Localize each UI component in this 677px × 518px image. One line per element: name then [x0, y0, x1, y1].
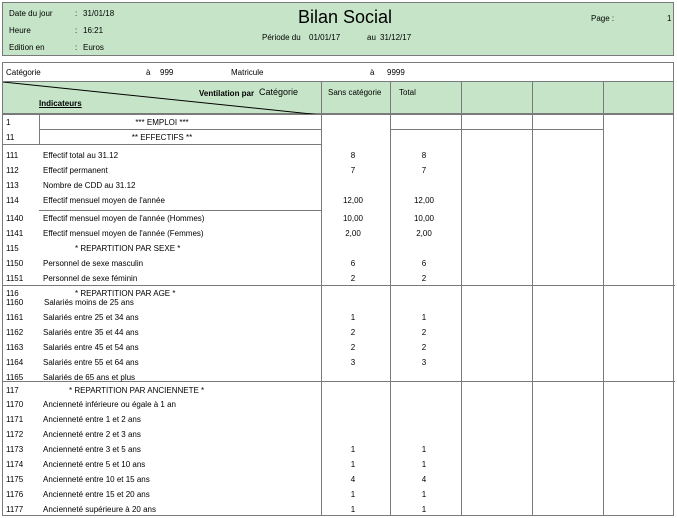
- periode-label: Période du: [262, 33, 301, 42]
- date-value: 31/01/18: [83, 9, 115, 18]
- row-code: 1174: [6, 460, 24, 469]
- row-value-total: 7: [421, 166, 427, 175]
- edition-separator: :: [75, 43, 78, 52]
- row-value-sans-categorie: 10,00: [342, 214, 364, 223]
- row-code: 111: [6, 151, 19, 160]
- row-code: 116: [6, 289, 19, 298]
- edition-label: Edition en: [9, 43, 45, 52]
- row-code: 1164: [6, 358, 24, 367]
- row-label: ** EFFECTIFS **: [131, 133, 193, 142]
- table-row: [3, 178, 675, 193]
- col-divider: [532, 82, 533, 115]
- table-row: [3, 502, 675, 517]
- row-value-total: 8: [421, 151, 427, 160]
- row-code: 114: [6, 196, 19, 205]
- report-header: [2, 2, 674, 56]
- col-divider: [390, 82, 391, 115]
- row-code: 11: [6, 133, 15, 142]
- table-row: [3, 310, 675, 325]
- row-value-total: 12,00: [413, 196, 435, 205]
- row-code: 1: [6, 118, 11, 127]
- table-row: [3, 340, 675, 355]
- row-label: Effectif permanent: [43, 166, 108, 175]
- row-label: Ancienneté inférieure ou égale à 1 an: [43, 400, 176, 409]
- row-value-total: 2: [421, 328, 427, 337]
- table-row: [3, 325, 675, 340]
- row-code: 1177: [6, 505, 24, 514]
- col-divider: [321, 82, 322, 115]
- row-label: Effectif total au 31.12: [43, 151, 119, 160]
- row-label: Ancienneté entre 15 et 20 ans: [43, 490, 150, 499]
- row-value-sans-categorie: 3: [350, 358, 356, 367]
- row-value-sans-categorie: 1: [350, 505, 356, 514]
- ventilation-label: Ventilation par: [199, 89, 255, 98]
- row-code: 1141: [6, 229, 24, 238]
- categorie-a: à: [146, 68, 151, 77]
- row-value-total: 2,00: [416, 229, 432, 238]
- row-value-sans-categorie: 12,00: [342, 196, 364, 205]
- row-code: 1160: [6, 298, 24, 307]
- row-value-total: 6: [421, 259, 427, 268]
- indicators-table: [2, 114, 674, 516]
- periode-au: au: [367, 33, 376, 42]
- row-label: Salariés entre 35 et 44 ans: [43, 328, 139, 337]
- row-label: Salariés entre 55 et 64 ans: [43, 358, 139, 367]
- row-value-sans-categorie: 2: [350, 343, 356, 352]
- indicateurs-label: Indicateurs: [39, 99, 82, 108]
- row-code: 112: [6, 166, 19, 175]
- table-row: [3, 226, 675, 241]
- col-divider: [603, 82, 604, 115]
- row-label: Effectif mensuel moyen de l'année (Hommes): [43, 214, 205, 223]
- date-separator: :: [75, 9, 78, 18]
- column-header-row: [2, 81, 674, 114]
- table-row: [3, 457, 675, 472]
- row-label: Ancienneté entre 2 et 3 ans: [43, 430, 141, 439]
- row-label: Ancienneté entre 3 et 5 ans: [43, 445, 141, 454]
- row-label: Effectif mensuel moyen de l'année: [43, 196, 165, 205]
- row-code: 1170: [6, 400, 24, 409]
- row-label: Personnel de sexe féminin: [43, 274, 138, 283]
- row-value-sans-categorie: 8: [350, 151, 356, 160]
- periode-from: 01/01/17: [309, 33, 341, 42]
- table-row: [3, 148, 675, 163]
- categorie-value: 999: [160, 68, 174, 77]
- row-value-sans-categorie: 2,00: [345, 229, 361, 238]
- row-value-sans-categorie: 1: [350, 490, 356, 499]
- row-label: * REPARTITION PAR SEXE *: [75, 244, 181, 253]
- table-row: [3, 271, 675, 286]
- table-row: [3, 193, 675, 208]
- row-code: 1163: [6, 343, 24, 352]
- periode-to: 31/12/17: [380, 33, 412, 42]
- row-label: * REPARTITION PAR AGE *: [75, 289, 176, 298]
- row-value-total: 1: [421, 490, 427, 499]
- table-row: [3, 427, 675, 442]
- ventilation-value: Catégorie: [259, 87, 299, 97]
- row-label: Ancienneté supérieure à 20 ans: [43, 505, 156, 514]
- row-code: 1165: [6, 373, 24, 382]
- row-value-sans-categorie: 2: [350, 274, 356, 283]
- row-code: 1151: [6, 274, 24, 283]
- page-label: Page :: [591, 14, 615, 23]
- table-row: [3, 241, 675, 256]
- row-label: Salariés de 65 ans et plus: [43, 373, 136, 382]
- row-code: 1173: [6, 445, 24, 454]
- row-value-sans-categorie: 1: [350, 313, 356, 322]
- table-row: [3, 163, 675, 178]
- row-code: 1172: [6, 430, 24, 439]
- table-row: [3, 412, 675, 427]
- table-row: [3, 211, 675, 226]
- time-separator: :: [75, 26, 78, 35]
- row-label: Nombre de CDD au 31.12: [43, 181, 136, 190]
- row-code: 1161: [6, 313, 24, 322]
- row-label: * REPARTITION PAR ANCIENNETE *: [69, 386, 205, 395]
- col-header-sans-categorie: Sans catégorie: [328, 88, 382, 97]
- table-row: [3, 295, 675, 310]
- row-label: Ancienneté entre 10 et 15 ans: [43, 475, 150, 484]
- row-code: 1162: [6, 328, 24, 337]
- matricule-label: Matricule: [231, 68, 264, 77]
- table-row: [3, 355, 675, 370]
- row-value-sans-categorie: 1: [350, 460, 356, 469]
- table-row: [3, 130, 675, 145]
- row-label: Ancienneté entre 5 et 10 ans: [43, 460, 146, 469]
- col-header-total: Total: [399, 88, 416, 97]
- row-value-sans-categorie: 6: [350, 259, 356, 268]
- row-code: 115: [6, 244, 19, 253]
- row-code: 1176: [6, 490, 24, 499]
- table-row: [3, 487, 675, 502]
- matricule-a: à: [370, 68, 375, 77]
- row-label: *** EMPLOI ***: [135, 118, 189, 127]
- report-title: Bilan Social: [298, 7, 393, 27]
- table-row: [3, 442, 675, 457]
- row-code: 1171: [6, 415, 24, 424]
- table-row: [3, 256, 675, 271]
- row-value-sans-categorie: 4: [350, 475, 356, 484]
- row-code: 117: [6, 386, 19, 395]
- categorie-label: Catégorie: [6, 68, 41, 77]
- matricule-value: 9999: [387, 68, 405, 77]
- row-value-sans-categorie: 7: [350, 166, 356, 175]
- table-row: [3, 115, 675, 130]
- row-value-total: 4: [421, 475, 427, 484]
- row-value-total: 1: [421, 445, 427, 454]
- table-row: [3, 472, 675, 487]
- row-label: Salariés moins de 25 ans: [44, 298, 134, 307]
- row-code: 113: [6, 181, 19, 190]
- row-code: 1140: [6, 214, 24, 223]
- row-value-sans-categorie: 1: [350, 445, 356, 454]
- page-number: 1: [667, 14, 672, 23]
- time-label: Heure: [9, 26, 31, 35]
- row-code: 1150: [6, 259, 24, 268]
- row-code: 1175: [6, 475, 24, 484]
- row-value-total: 2: [421, 343, 427, 352]
- table-row: [3, 383, 675, 398]
- row-label: Effectif mensuel moyen de l'année (Femmes): [43, 229, 204, 238]
- col-divider: [461, 82, 462, 115]
- row-label: Personnel de sexe masculin: [43, 259, 144, 268]
- row-value-total: 1: [421, 313, 427, 322]
- table-row: [3, 397, 675, 412]
- row-value-total: 3: [421, 358, 427, 367]
- row-label: Salariés entre 45 et 54 ans: [43, 343, 139, 352]
- row-value-total: 1: [421, 505, 427, 514]
- row-value-sans-categorie: 2: [350, 328, 356, 337]
- edition-value: Euros: [83, 43, 104, 52]
- row-label: Salariés entre 25 et 34 ans: [43, 313, 139, 322]
- row-value-total: 1: [421, 460, 427, 469]
- date-label: Date du jour: [9, 9, 53, 18]
- row-label: Ancienneté entre 1 et 2 ans: [43, 415, 141, 424]
- filter-line: [2, 62, 674, 81]
- row-value-total: 10,00: [413, 214, 435, 223]
- row-value-total: 2: [421, 274, 427, 283]
- time-value: 16:21: [83, 26, 104, 35]
